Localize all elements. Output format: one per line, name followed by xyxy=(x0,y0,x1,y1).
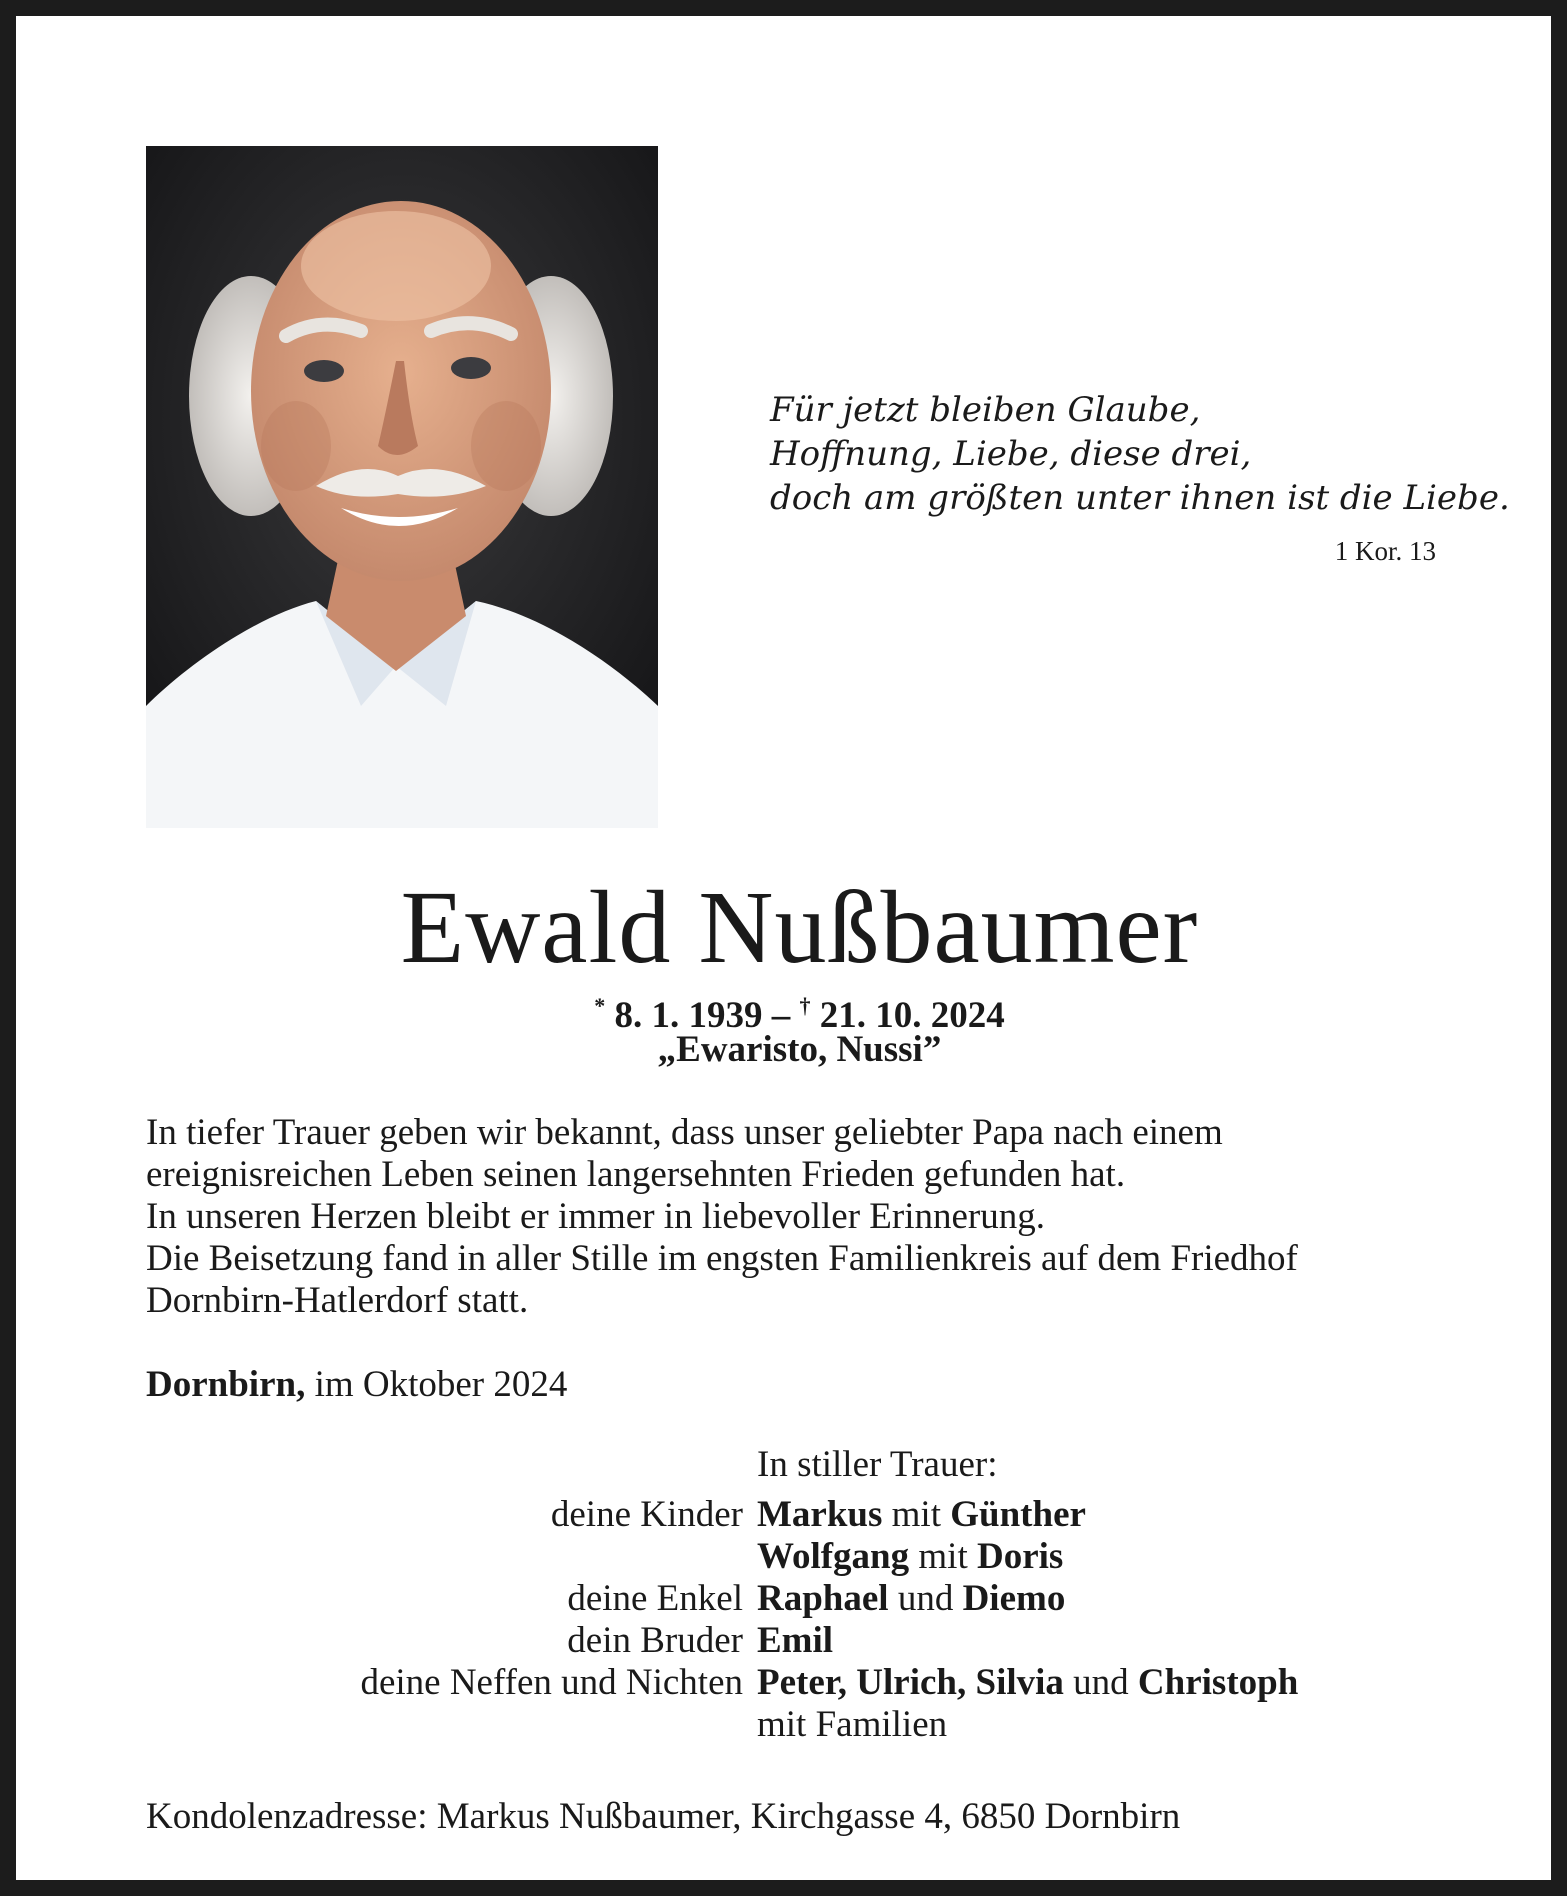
partner-name: Doris xyxy=(976,1536,1064,1577)
place: Dornbirn, xyxy=(146,1364,306,1405)
connector: mit xyxy=(909,1536,977,1577)
birth-symbol: * xyxy=(594,993,606,1018)
child-name: Wolfgang xyxy=(757,1536,910,1577)
families-note: mit Familien xyxy=(757,1704,948,1745)
connector: und xyxy=(888,1578,963,1619)
announcement-line: Dornbirn-Hatlerdorf statt. xyxy=(146,1280,529,1321)
mourners-heading: In stiller Trauer: xyxy=(757,1444,998,1485)
announcement-text xyxy=(146,1112,1466,1322)
grandchild-name: Raphael xyxy=(757,1578,889,1619)
announcement-line: ereignisreichen Leben seinen langersehnten Frieden gefunden hat. xyxy=(146,1154,1126,1195)
bible-verse xyxy=(770,388,1510,520)
announcement-line: Die Beisetzung fand in aller Stille im engsten Familienkreis auf dem Friedhof xyxy=(146,1238,1298,1279)
role-children: deine Kinder xyxy=(550,1494,743,1535)
death-symbol: † xyxy=(799,993,811,1018)
death-date: 21. 10. 2024 xyxy=(819,995,1005,1036)
child-name: Markus xyxy=(757,1494,883,1535)
nickname: „Ewaristo, Nussi” xyxy=(657,1029,942,1070)
grandchild-name: Diemo xyxy=(962,1578,1066,1619)
place-and-date xyxy=(146,1364,567,1406)
role-brother: dein Bruder xyxy=(567,1620,743,1661)
partner-name: Günther xyxy=(950,1494,1086,1535)
role-nephews-nieces: deine Neffen und Nichten xyxy=(360,1662,743,1703)
verse-reference: 1 Kor. 13 xyxy=(1334,536,1436,566)
nephew-name: Christoph xyxy=(1137,1662,1299,1703)
mourners-list xyxy=(146,1444,1466,1746)
role-grandchildren: deine Enkel xyxy=(567,1578,743,1619)
connector: und xyxy=(1063,1662,1138,1703)
date: im Oktober 2024 xyxy=(305,1364,568,1405)
portrait-photo xyxy=(146,146,658,828)
condolence-address: Kondolenzadresse: Markus Nußbaumer, Kirchgasse 4, 6850 Dornbirn xyxy=(146,1796,1181,1837)
connector: mit xyxy=(882,1494,951,1535)
portrait-illustration xyxy=(146,146,658,828)
date-separator: – xyxy=(771,995,791,1036)
verse-line: doch am größten unter ihnen ist die Liebe. xyxy=(770,478,1510,518)
nephews-names: Peter, Ulrich, Silvia xyxy=(757,1662,1064,1703)
brother-name: Emil xyxy=(757,1620,834,1661)
announcement-line: In tiefer Trauer geben wir bekannt, dass unser geliebter Papa nach einem xyxy=(146,1112,1223,1153)
deceased-name: Ewald Nußbaumer xyxy=(400,870,1199,985)
verse-line: Für jetzt bleiben Glaube, xyxy=(770,390,1201,430)
verse-line: Hoffnung, Liebe, diese drei, xyxy=(770,434,1252,474)
birth-date: 8. 1. 1939 xyxy=(614,995,763,1036)
announcement-line: In unseren Herzen bleibt er immer in liebevoller Erinnerung. xyxy=(146,1196,1045,1237)
